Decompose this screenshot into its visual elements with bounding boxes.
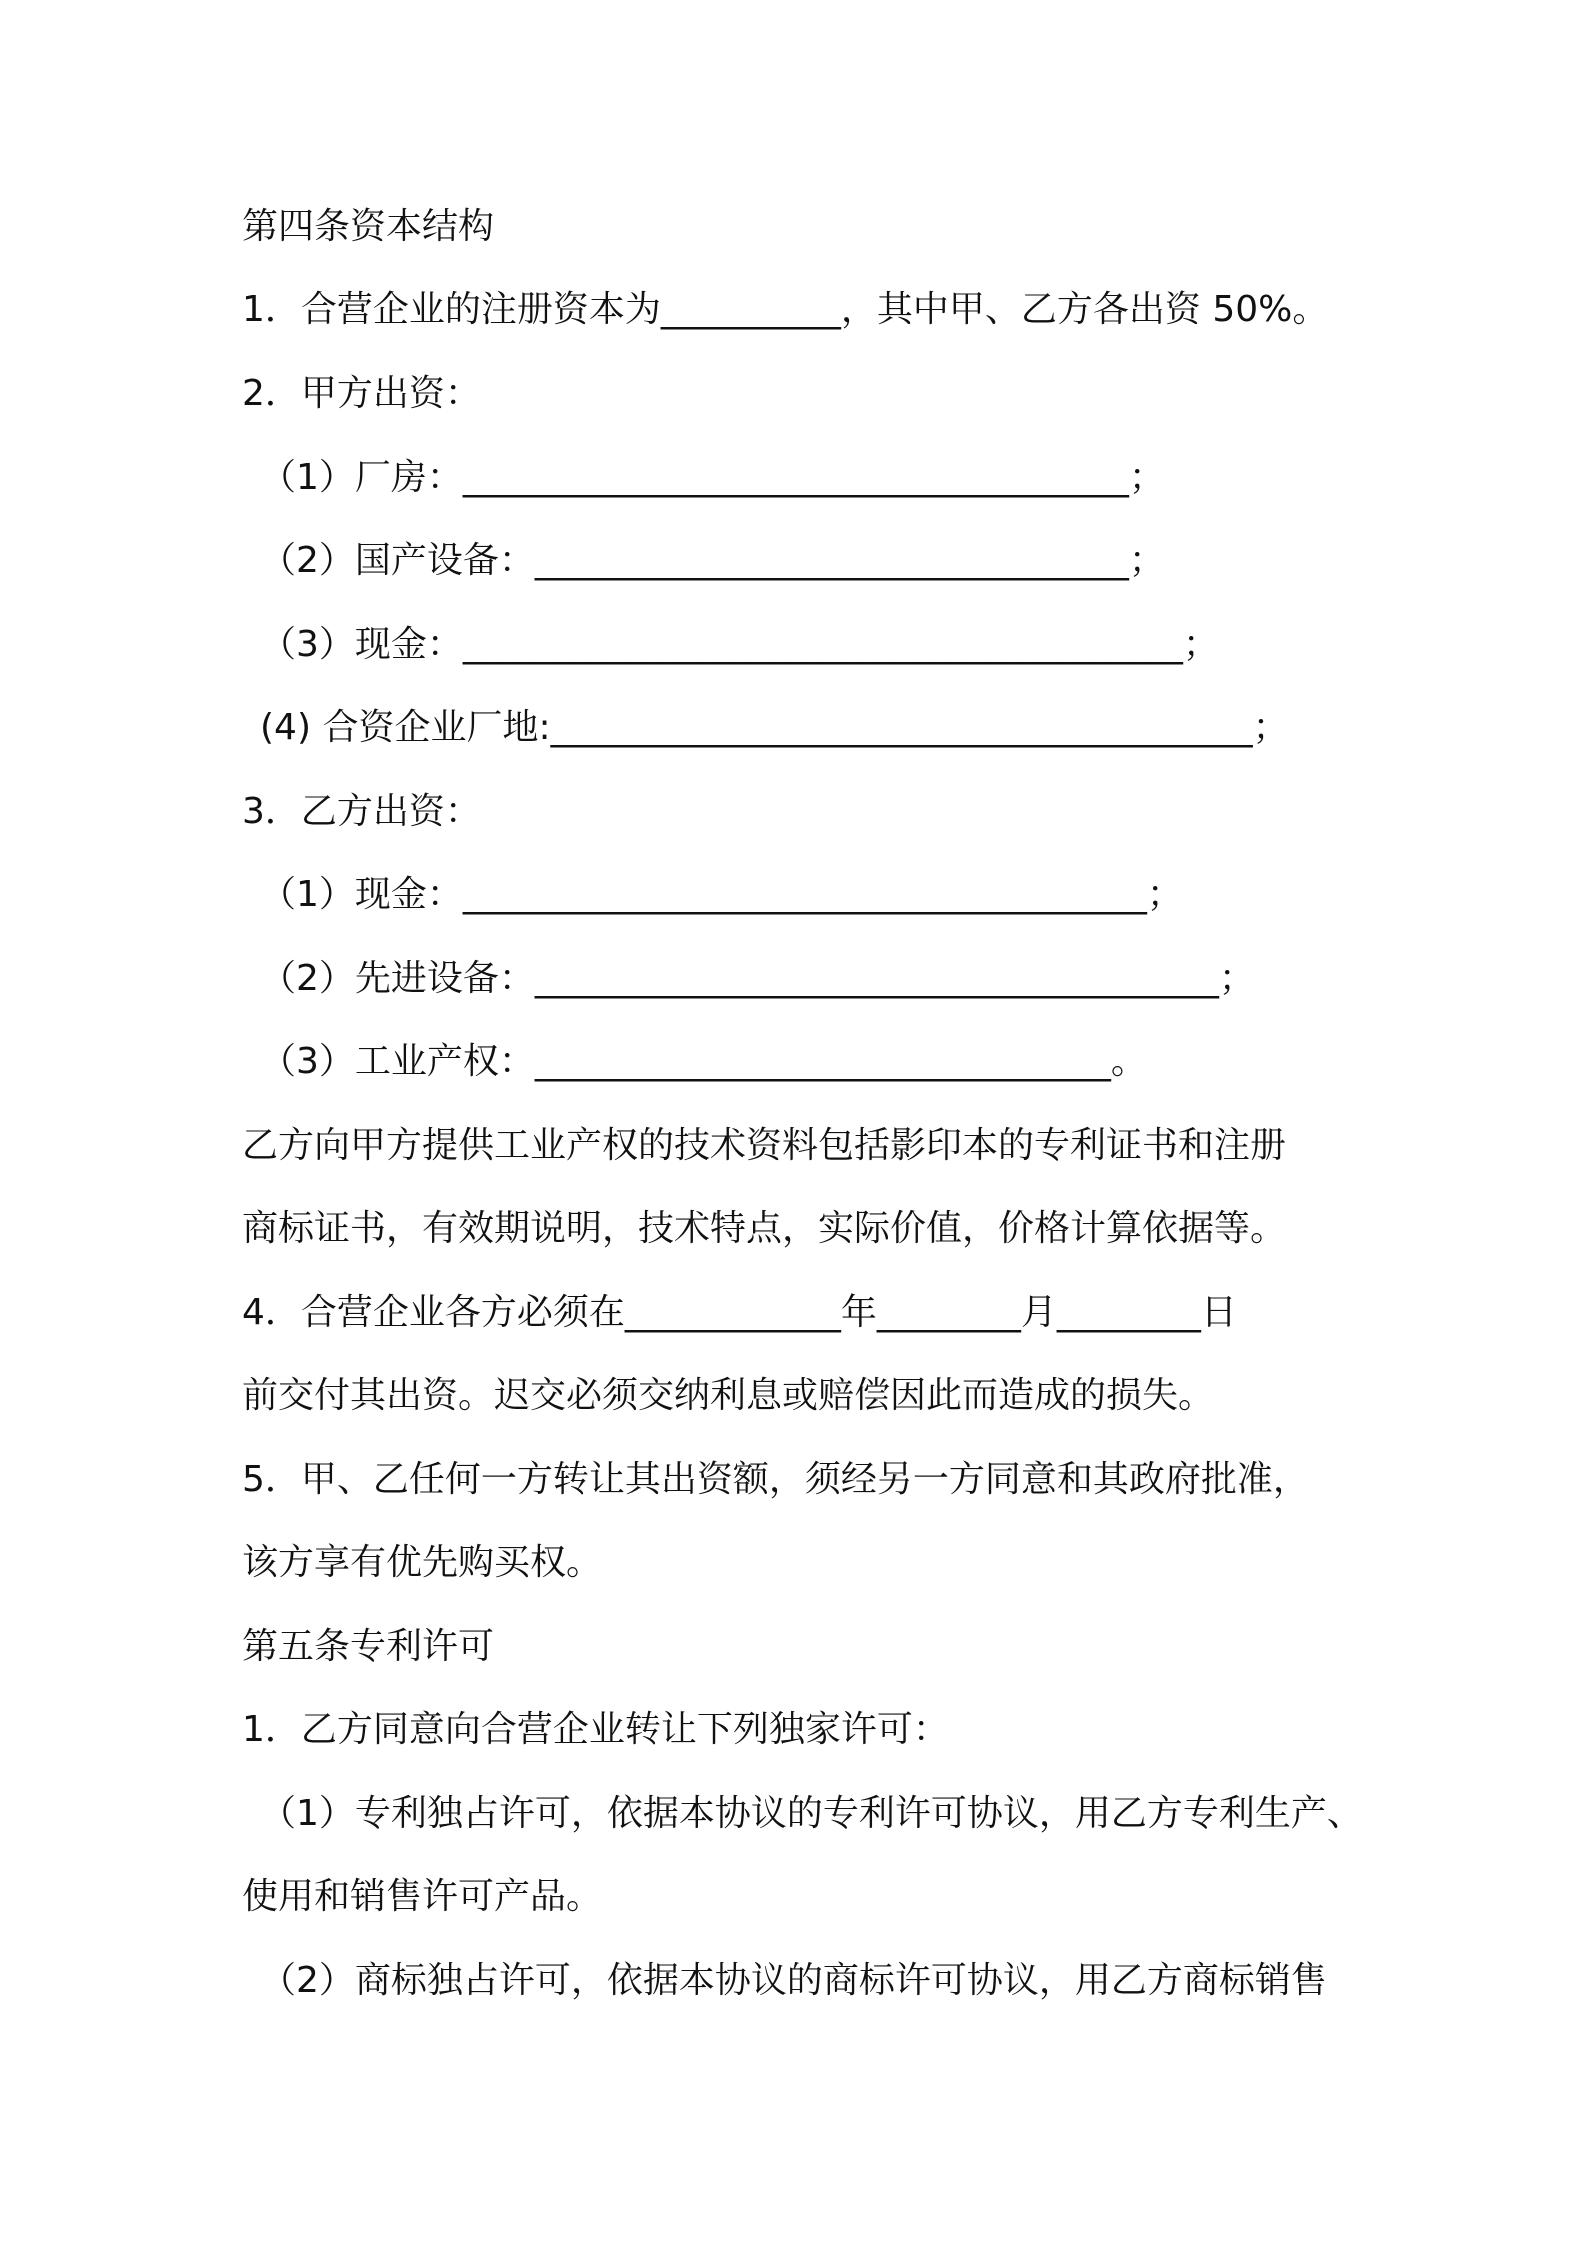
clause-4-5-line-2: 该方享有优先购买权。 — [242, 1542, 603, 1583]
party-b-item-3: （3）工业产权：________________________________。 — [260, 1041, 1147, 1082]
clause-4-4-line-1: 4．合营企业各方必须在____________年________月________日 — [242, 1292, 1237, 1333]
clause-4-1: 1．合营企业的注册资本为__________，其中甲、乙方各出资 50%。 — [242, 289, 1329, 330]
party-a-item-4: (4) 合资企业厂地:_______________________________________； — [260, 707, 1289, 748]
article-4-heading: 第四条资本结构 — [242, 206, 495, 247]
license-item-1-line-2: 使用和销售许可产品。 — [242, 1876, 603, 1917]
party-a-item-3: （3）现金：________________________________________； — [260, 624, 1219, 665]
clause-4-3: 3．乙方出资： — [242, 791, 481, 832]
clause-4-5-line-1: 5．甲、乙任何一方转让其出资额，须经另一方同意和其政府批准， — [242, 1459, 1309, 1500]
party-b-item-1: （1）现金：______________________________________； — [260, 874, 1183, 915]
license-item-2-line-1: （2）商标独占许可，依据本协议的商标许可协议，用乙方商标销售 — [260, 1960, 1327, 2001]
party-a-item-2: （2）国产设备：_________________________________； — [260, 540, 1165, 581]
clause-5-1: 1．乙方同意向合营企业转让下列独家许可： — [242, 1709, 949, 1750]
ip-docs-paragraph-line-1: 乙方向甲方提供工业产权的技术资料包括影印本的专利证书和注册 — [242, 1125, 1287, 1166]
ip-docs-paragraph-line-2: 商标证书，有效期说明，技术特点，实际价值，价格计算依据等。 — [242, 1208, 1287, 1249]
party-a-item-1: （1）厂房：_____________________________________； — [260, 457, 1165, 498]
party-b-item-2: （2）先进设备：______________________________________； — [260, 958, 1255, 999]
article-5-heading: 第五条专利许可 — [242, 1626, 495, 1667]
license-item-1-line-1: （1）专利独占许可，依据本协议的专利许可协议，用乙方专利生产、 — [260, 1793, 1363, 1834]
clause-4-2: 2．甲方出资： — [242, 373, 481, 414]
clause-4-4-line-2: 前交付其出资。迟交必须交纳利息或赔偿因此而造成的损失。 — [242, 1375, 1215, 1416]
